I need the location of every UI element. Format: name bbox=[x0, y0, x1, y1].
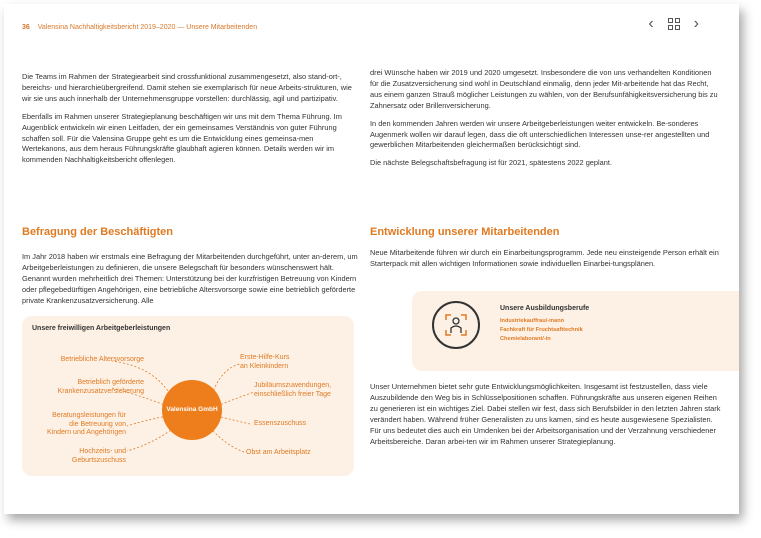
benefit-label: Betriebliche Altersvorsorge bbox=[60, 356, 144, 363]
section-heading-befragung: Befragung der Beschäftigten bbox=[22, 226, 173, 238]
person-frame-icon bbox=[432, 301, 480, 349]
right-column-development bbox=[370, 382, 722, 454]
paragraph: Im Jahr 2018 haben wir erstmals eine Befragung der Mitarbeitenden durchgeführt, unter an-derem, um Arbeitgeberleistungen zu definieren, die unsere Belegschaft für besonders wünschenswert hält. Genannt wurden mehrheitlich drei Themen: Unterstützung bei der kurzfristigen Betreuung von Kindern oder pflegebedürftigen Angehörigen, eine betriebliche Altersvorsorge sowie eine betrieblich geförderte private Krankenzusatzversicherung. Alle bbox=[22, 252, 358, 305]
benefit-label: Erste-Hilfe-Kurs an Kleinkindern bbox=[240, 354, 290, 370]
left-column-befragung bbox=[22, 252, 358, 314]
chevron-left-icon[interactable]: ‹ bbox=[648, 15, 654, 32]
benefit-label: Essenszuschuss bbox=[254, 420, 307, 427]
page-navigation bbox=[648, 16, 699, 32]
report-page bbox=[4, 4, 739, 514]
page-number: 36 bbox=[22, 24, 30, 31]
section-heading-entwicklung: Entwicklung unserer Mitarbeitenden bbox=[370, 226, 560, 238]
ausbildung-item: Fachkraft für Fruchtsafttechnik bbox=[500, 327, 583, 333]
paragraph: Ebenfalls im Rahmen unserer Strategieplanung beschäftigen wir uns mit dem Thema Führung. Im Augenblick entwickeln wir einen Leitfaden, der ein gemeinsames Verständnis von guter Führung schaffen soll. Für die Valensina Gruppe geht es um die Entwicklung eines gemeinsa-men Wertekanons, aus dem heraus Führungskräfte glaubhaft agieren können. Details werden wir im kommenden Nachhaltigkeitsbericht offenlegen. bbox=[22, 111, 342, 165]
paragraph: Neue Mitarbeitende führen wir durch ein Einarbeitungsprogramm. Jede neu einsteigende Person erhält ein Starterpack mit allen wichtigen Informationen sowie individuellen Einarbei-tungsplänen. bbox=[370, 248, 719, 268]
benefits-diagram bbox=[22, 316, 354, 476]
right-column-intro bbox=[370, 68, 722, 176]
benefit-label: Beratungsleistungen für die Betreuung von Kindern und Angehörigen bbox=[46, 412, 126, 436]
benefit-label: Betrieblich geförderte Krankenzusatzversicherung bbox=[57, 379, 144, 395]
paragraph: drei Wünsche haben wir 2019 und 2020 umgesetzt. Insbesondere die von uns verhandelten Konditionen für die Zusatzversicherung sind wohl in Deutschland einmalig, denn jeder Mit-arbeitende hat das Recht, aus einem ganzen Strauß möglicher Leistungen zu wählen, von der Berufsunfähigkeitsversicherung bis zu Zahnersatz oder Brillenversicherung. bbox=[370, 68, 718, 110]
header-title: Valensina Nachhaltigkeitsbericht 2019–2020 — Unsere Mitarbeitenden bbox=[37, 24, 258, 31]
paragraph: In den kommenden Jahren werden wir unsere Arbeitgeberleistungen weiter entwickeln. Be-sonderes Augenmerk wollen wir darauf legen, dass die oft unterschiedlichen Interessen unse-rer angestellten und gewerblichen Mitarbeitenden gleichermaßen berücksichtigt sind. bbox=[370, 118, 710, 150]
ausbildung-box bbox=[412, 291, 739, 371]
benefit-label: Jubiläumszuwendungen, einschließlich freier Tage bbox=[254, 382, 332, 398]
ausbildung-item: Industriekauffrau/-mann bbox=[500, 318, 565, 324]
page-header bbox=[22, 24, 257, 31]
diagram-title: Unsere freiwilligen Arbeitgeberleistungen bbox=[32, 325, 171, 332]
paragraph: Unser Unternehmen bietet sehr gute Entwicklungsmöglichkeiten. Insgesamt ist festzustellen, dass viele Auszubildende den Weg bis in Schlüsselpositionen schaffen. Führungskräfte aus unseren eigenen Reihen zu generieren ist ein wichtiges Ziel. Dabei stellen wir fest, dass sich Berufsbilder in den letzten Jahren stark verändert haben. Während früher Generalisten zu uns kamen, sind es heute ausgewiesene Spezialisten. Für uns bedeutet dies auch ein Umdenken bei der Arbeitsorganisation und der Verzahnung verschiedener Arbeitsbereiche. Daran arbei-ten wir im Rahmen unserer Strategieplanung. bbox=[370, 382, 721, 446]
ausbildung-item: Chemielaborant/-in bbox=[500, 336, 551, 342]
chevron-right-icon[interactable]: › bbox=[693, 15, 699, 32]
grid-view-icon[interactable] bbox=[668, 18, 680, 30]
right-column-onboarding bbox=[370, 248, 722, 277]
benefit-label: Hochzeits- und Geburtszuschuss bbox=[71, 448, 126, 464]
diagram-center-label: Valensina GmbH bbox=[166, 406, 218, 413]
paragraph: Die nächste Belegschaftsbefragung ist für 2021, spätestens 2022 geplant. bbox=[370, 158, 613, 168]
paragraph: Die Teams im Rahmen der Strategiearbeit sind crossfunktional zusammengesetzt, also stand-ort-, bereichs- und hierarchieübergreifend. Damit stehen sie exemplarisch für neue Arbeits-strukturen, wie wir sie uns auch innerhalb der Unternehmensgruppe vorstellen: durchlässig, agil und partizipativ. bbox=[22, 72, 352, 103]
benefit-label: Obst am Arbeitsplatz bbox=[246, 449, 311, 456]
left-column-intro bbox=[22, 72, 358, 173]
ausbildung-title: Unsere Ausbildungsberufe bbox=[500, 305, 590, 312]
